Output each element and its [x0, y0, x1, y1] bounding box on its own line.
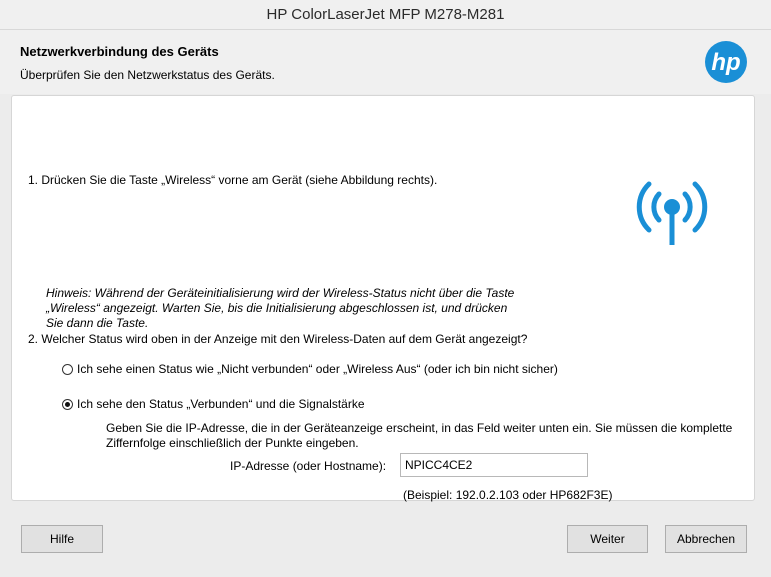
hint-text: Hinweis: Während der Geräteinitialisierung wird der Wireless-Status nicht über die Taste „Wireless“ angezeigt. Warten Sie, bis die Initialisierung abgeschlossen ist, und drücken Sie dann die Taste. — [46, 286, 515, 330]
ip-example-text: (Beispiel: 192.0.2.103 oder HP682F3E) — [403, 488, 613, 502]
page-title: Netzwerkverbindung des Geräts — [20, 44, 219, 59]
radio-not-connected[interactable] — [62, 362, 558, 376]
radio-connected[interactable] — [62, 397, 365, 411]
radio-button[interactable] — [62, 364, 73, 375]
wireless-signal-icon — [632, 174, 712, 254]
step-1-text: 1. Drücken Sie die Taste „Wireless“ vorne am Gerät (siehe Abbildung rechts). — [28, 173, 438, 187]
dialog-header — [0, 30, 771, 94]
hp-logo-text: hp — [711, 49, 741, 76]
window-title: HP ColorLaserJet MFP M278-M281 — [0, 0, 771, 30]
help-button[interactable]: Hilfe — [21, 525, 103, 553]
ip-address-input[interactable] — [400, 453, 588, 477]
next-button[interactable]: Weiter — [567, 525, 648, 553]
page-subtitle: Überprüfen Sie den Netzwerkstatus des Geräts. — [20, 68, 275, 82]
radio-label: Ich sehe einen Status wie „Nicht verbunden“ oder „Wireless Aus“ (oder ich bin nicht sicher) — [77, 362, 558, 376]
step-2-text: 2. Welcher Status wird oben in der Anzeige mit den Wireless-Daten auf dem Gerät angezeigt? — [28, 332, 528, 346]
radio-label: Ich sehe den Status „Verbunden“ und die Signalstärke — [77, 397, 365, 411]
content-panel — [11, 95, 755, 501]
ip-description: Geben Sie die IP-Adresse, die in der Geräteanzeige erscheint, in das Feld weiter unten ein. Sie müssen die komplette Ziffernfolge einschließlich der Punkte eingeben. — [106, 421, 733, 450]
radio-button-selected[interactable] — [62, 399, 73, 410]
ip-label: IP-Adresse (oder Hostname): — [230, 459, 387, 473]
cancel-button[interactable]: Abbrechen — [665, 525, 747, 553]
hp-logo — [705, 41, 747, 83]
